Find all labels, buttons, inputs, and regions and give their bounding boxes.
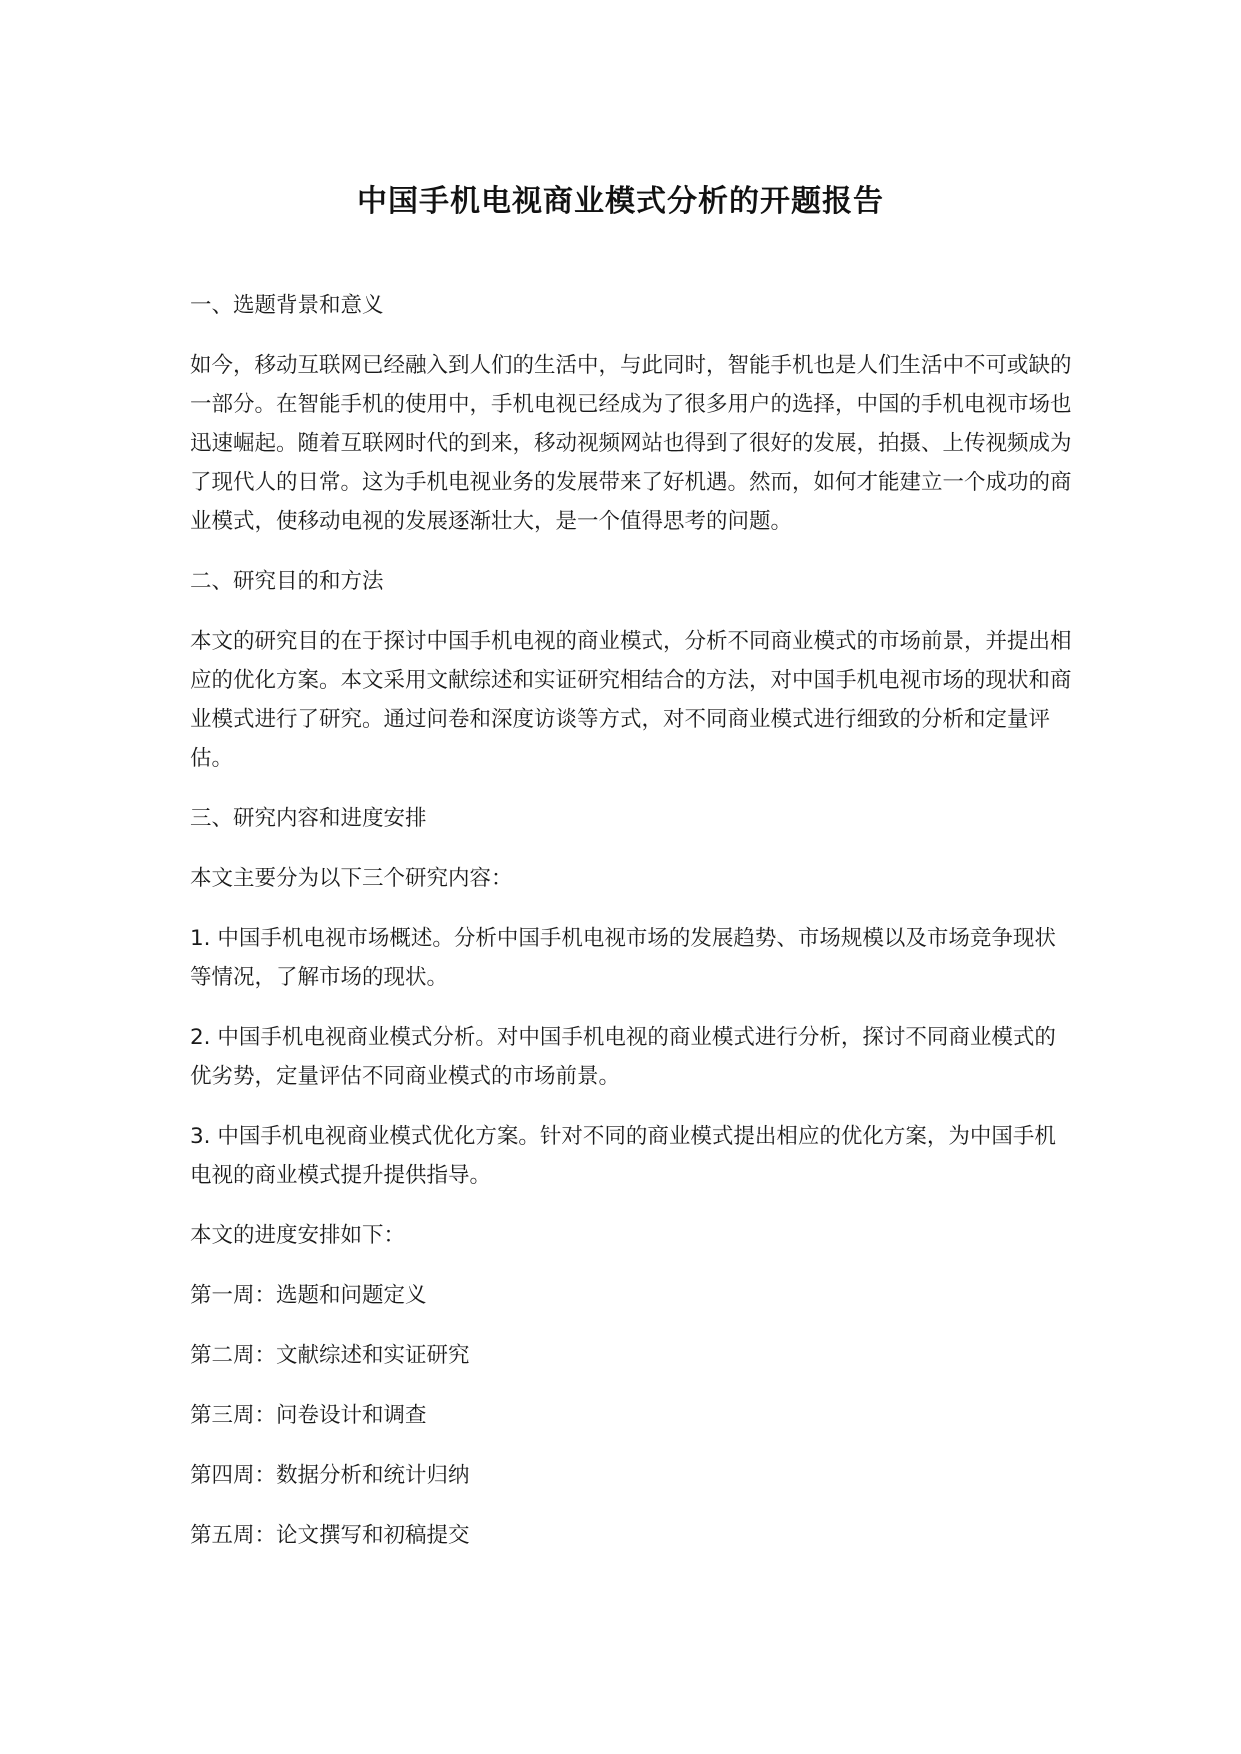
- schedule-item: 第二周：文献综述和实证研究: [190, 1343, 470, 1368]
- section-heading: 三、研究内容和进度安排: [190, 806, 427, 831]
- document-title: 中国手机电视商业模式分析的开题报告: [357, 184, 884, 219]
- document-body: [190, 286, 1075, 1576]
- paragraph: 本文的进度安排如下：: [190, 1223, 406, 1248]
- paragraph: 本文主要分为以下三个研究内容：: [190, 866, 513, 891]
- paragraph: 本文的研究目的在于探讨中国手机电视的商业模式，分析不同商业模式的市场前景，并提出相应的优化方案。本文采用文献综述和实证研究相结合的方法，对中国手机电视市场的现状和商业模式进行了研究。通过问卷和深度访谈等方式，对不同商业模式进行细致的分析和定量评估。: [190, 629, 1072, 771]
- paragraph: 如今，移动互联网已经融入到人们的生活中，与此同时，智能手机也是人们生活中不可或缺的一部分。在智能手机的使用中，手机电视已经成为了很多用户的选择，中国的手机电视市场也迅速崛起。随着互联网时代的到来，移动视频网站也得到了很好的发展，拍摄、上传视频成为了现代人的日常。这为手机电视业务的发展带来了好机遇。然而，如何才能建立一个成功的商业模式，使移动电视的发展逐渐壮大，是一个值得思考的问题。: [190, 353, 1072, 534]
- schedule-item: 第四周：数据分析和统计归纳: [190, 1463, 470, 1488]
- list-item: 3. 中国手机电视商业模式优化方案。针对不同的商业模式提出相应的优化方案，为中国手机电视的商业模式提升提供指导。: [190, 1124, 1056, 1188]
- schedule-item: 第三周：问卷设计和调查: [190, 1403, 427, 1428]
- list-item: 1. 中国手机电视市场概述。分析中国手机电视市场的发展趋势、市场规模以及市场竞争现状等情况，了解市场的现状。: [190, 926, 1056, 990]
- schedule-item: 第五周：论文撰写和初稿提交: [190, 1523, 470, 1548]
- schedule-item: 第一周：选题和问题定义: [190, 1283, 427, 1308]
- list-item: 2. 中国手机电视商业模式分析。对中国手机电视的商业模式进行分析，探讨不同商业模式的优劣势，定量评估不同商业模式的市场前景。: [190, 1025, 1056, 1089]
- section-heading: 二、研究目的和方法: [190, 569, 384, 594]
- section-heading: 一、选题背景和意义: [190, 293, 384, 318]
